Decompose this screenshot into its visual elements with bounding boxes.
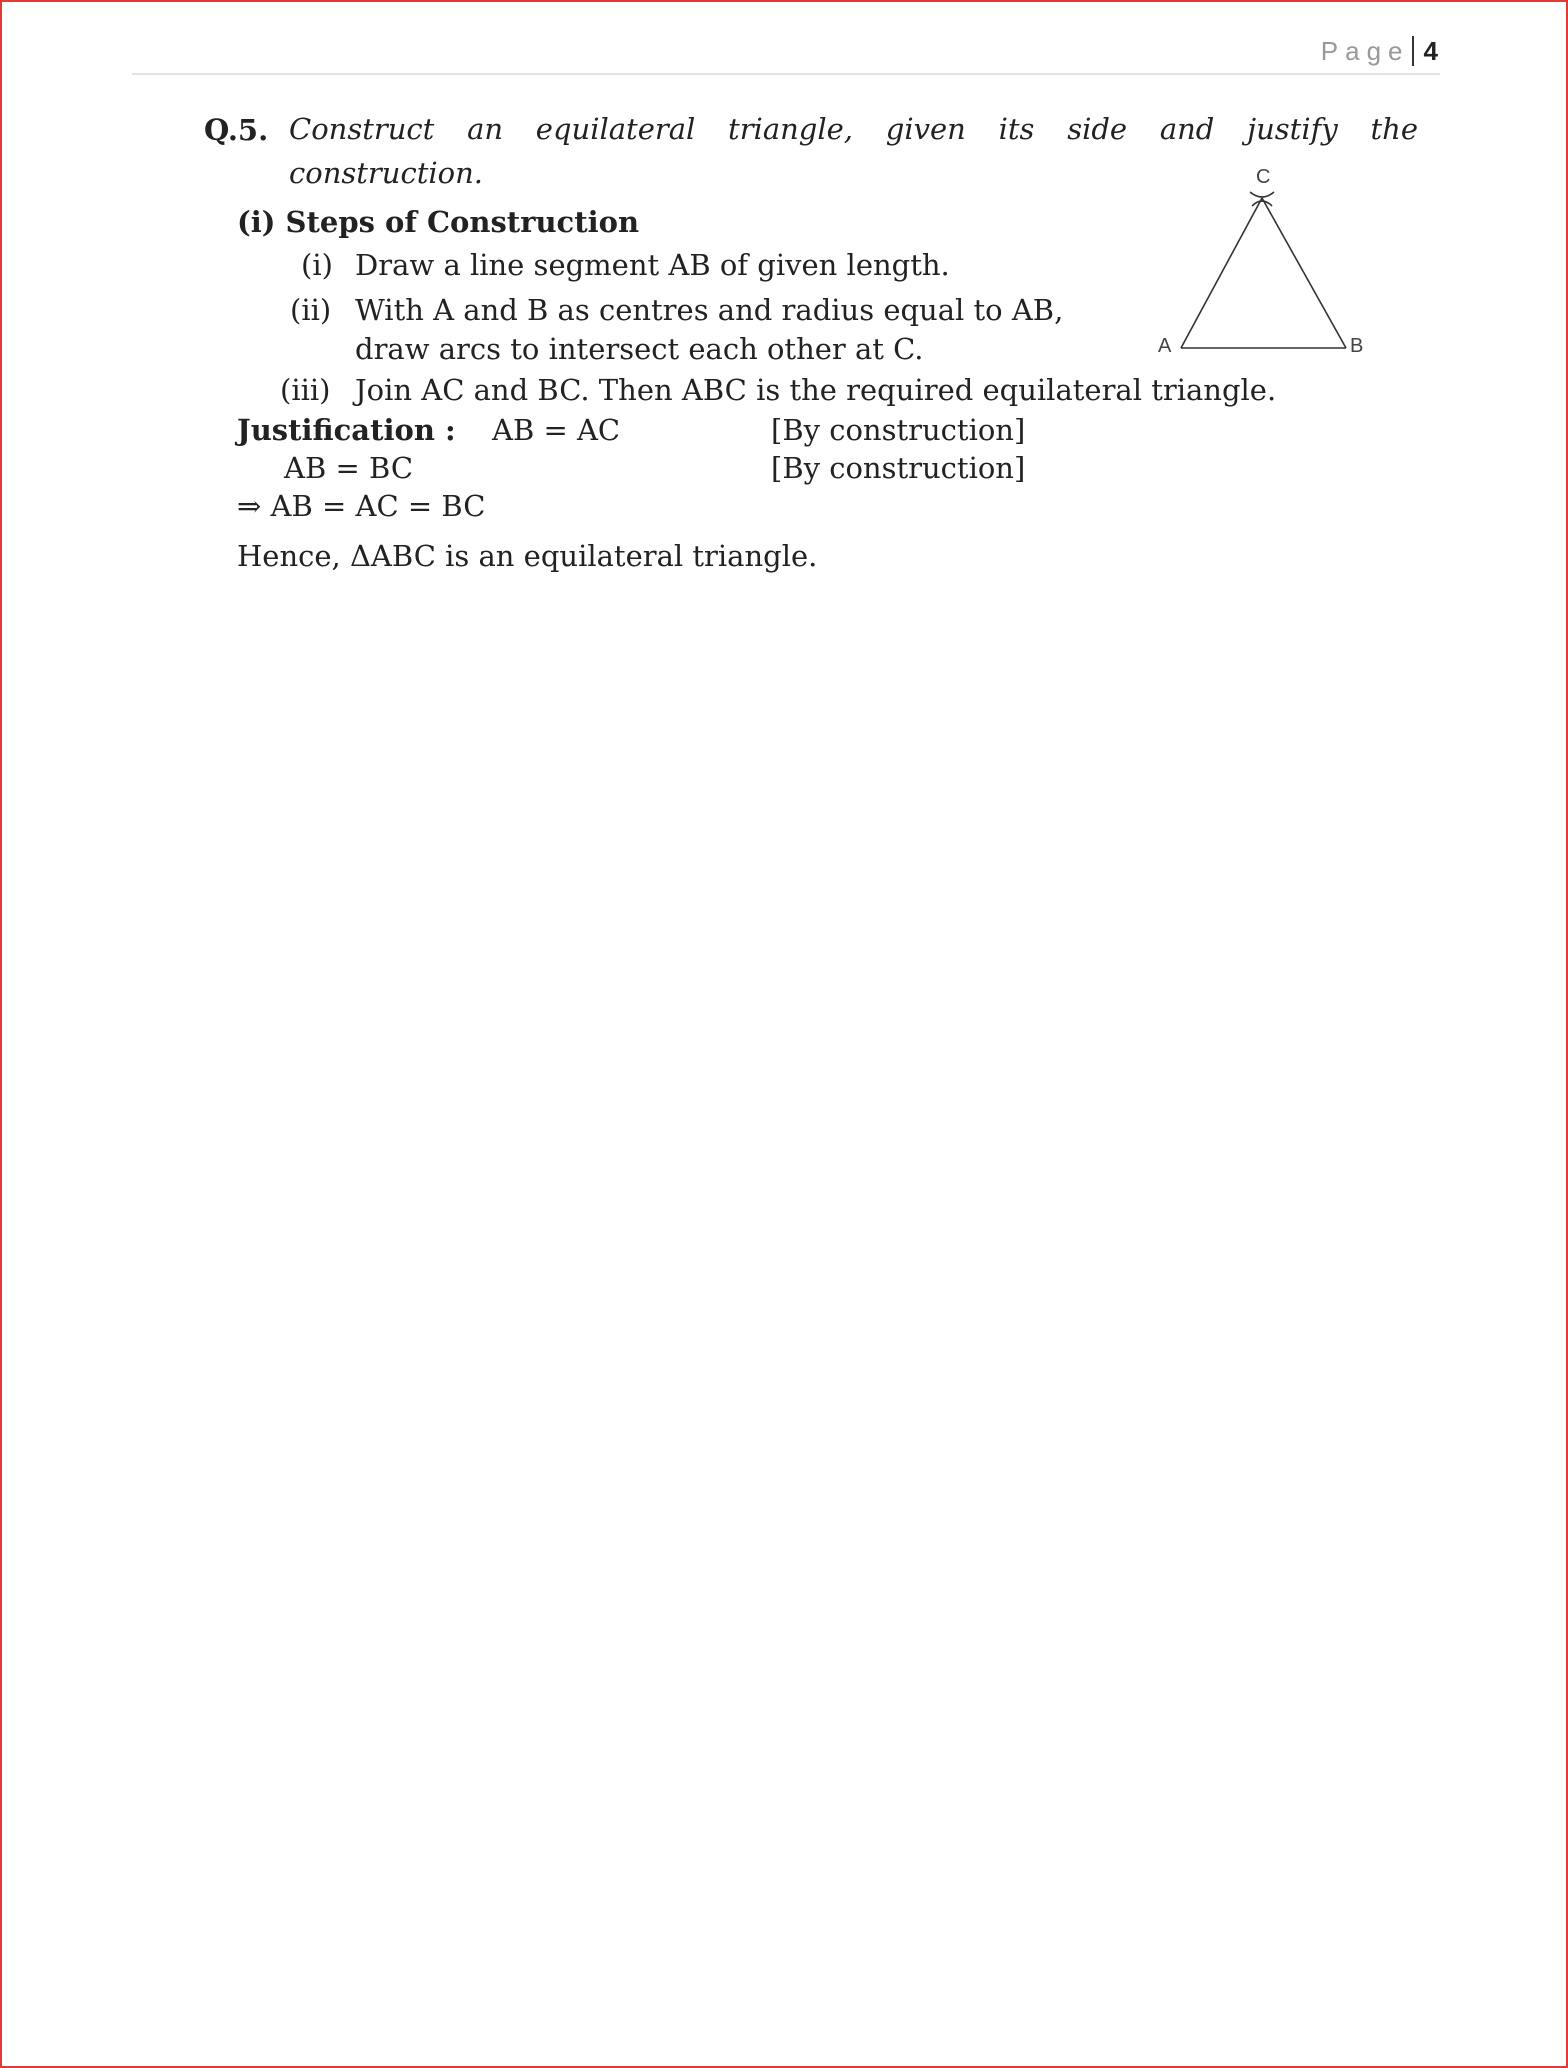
step-text: draw arcs to intersect each other at C. [355,332,924,366]
justification-line: ⇒ AB = AC = BC [237,489,486,523]
steps-heading: (i) Steps of Construction [237,205,640,239]
side-ac [1181,198,1262,348]
justification-label: Justification : [237,413,456,447]
vertex-label-b: B [1350,335,1364,357]
triangle-figure [0,0,1568,700]
page-number: Page 4 [1320,36,1438,66]
justification-reason: [By construction] [771,413,1026,447]
step-text: Join AC and BC. Then ABC is the required equilateral triangle. [355,373,1277,407]
question-number: Q.5. [204,113,269,147]
side-bc [1262,198,1346,348]
question-text-line2: construction. [289,156,483,190]
step-marker: (ii) [290,293,332,327]
question-text-line1: Construct an equilateral triangle, given its side and justify the [289,112,1418,146]
conclusion: Hence, ΔABC is an equilateral triangle. [237,539,818,573]
vertex-label-c: C [1256,166,1271,188]
step-marker: (i) [301,248,333,282]
step-text: With A and B as centres and radius equal to AB, [355,293,1064,327]
justification-reason: [By construction] [771,451,1026,485]
justification-line: AB = BC [284,451,414,485]
vertex-label-a: A [1158,335,1172,357]
step-marker: (iii) [280,373,331,407]
arc-mark [1250,192,1274,197]
justification-line: AB = AC [492,413,621,447]
arc-mark [1252,201,1272,206]
step-text: Draw a line segment AB of given length. [355,248,950,282]
